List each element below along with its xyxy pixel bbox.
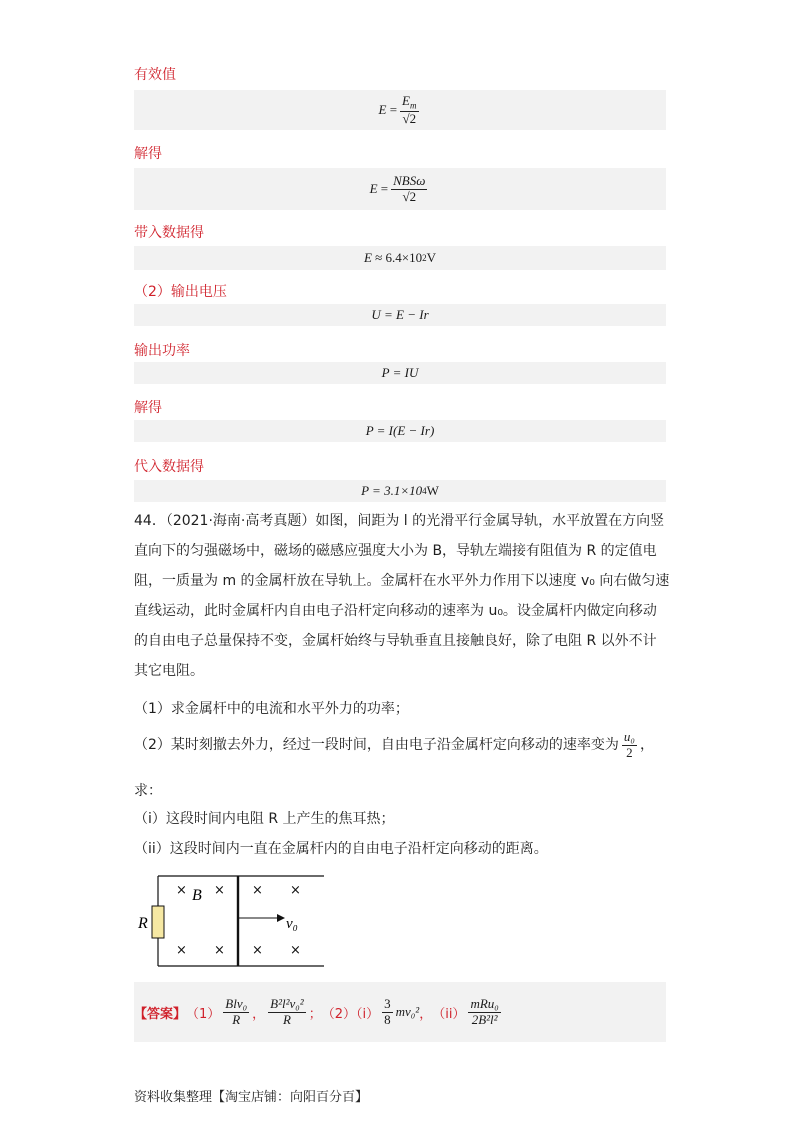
answer-current-fraction: $\frac{\text{Blv₀}}{R}$ bbox=[225, 996, 248, 1027]
sub-question-i: （i）这段时间内电阻 R 上产生的焦耳热； bbox=[134, 811, 395, 827]
fraction-em-sqrt2: $\frac{E_m}{√2}$ bbox=[402, 92, 417, 127]
equation-box-4: U = E − Ir bbox=[134, 304, 666, 326]
field-cross: × bbox=[290, 883, 301, 898]
answer-distance-fraction: $\frac{\text{mRu₀}}{\text{2B²l²}}$ bbox=[470, 996, 499, 1027]
label-r: R bbox=[138, 915, 148, 932]
fraction-u0-over-2: $\frac{\text{u₀}}{2}$ bbox=[623, 729, 635, 760]
sub-question-1: （1）求金属杆中的电流和水平外力的功率； bbox=[134, 701, 409, 717]
field-cross: × bbox=[252, 943, 263, 958]
label-solve-2: 解得 bbox=[134, 400, 162, 416]
fraction-nbsw-sqrt2: $\frac{\text{NBSω}}{√2}$ bbox=[393, 173, 426, 204]
field-cross: × bbox=[252, 883, 263, 898]
label-effective-value: 有效值 bbox=[134, 67, 176, 83]
sub-question-2: （2）某时刻撤去外力，经过一段时间，自由电子沿金属杆定向移动的速率变为 $\frac{\text{u₀}}{2}$ ， bbox=[134, 729, 654, 760]
sub-question-ii: （ii）这段时间内一直在金属杆内的自由电子沿杆定向移动的距离。 bbox=[134, 841, 548, 857]
label-output-power: 输出功率 bbox=[134, 343, 190, 359]
answer-box bbox=[134, 982, 666, 1042]
equation-box-5: P = IU bbox=[134, 362, 666, 384]
label-substitute-2: 代入数据得 bbox=[134, 459, 204, 475]
rail-circuit-figure bbox=[134, 870, 334, 970]
sub-question-2-ask: 求： bbox=[134, 783, 162, 799]
resistor bbox=[152, 906, 164, 938]
field-cross: × bbox=[176, 883, 187, 898]
arrow-head bbox=[277, 914, 285, 922]
answer-power-fraction: $\frac{\text{B²l²v₀²}}{R}$ bbox=[270, 996, 304, 1027]
field-cross: × bbox=[214, 943, 225, 958]
question-paragraph: 44．（2021·海南·高考真题）如图，间距为 l 的光滑平行金属导轨，水平放置在方向竖 直向下的匀强磁场中，磁场的磁感应强度大小为 B，导轨左端接有阻值为 R 的定值电 阻，一质量为 m 的金属杆放在导轨上。金属杆在水平外力作用下以速度 v₀ 向右做匀速 直线运动，此时金属杆内自由电子沿杆定向移动的速率为 u₀。设金属杆内做定向移动 的自由电子总量保持不变，金属杆始终与导轨垂直且接触良好，除了电阻 R 以外不计 其它电阻。 bbox=[134, 513, 670, 679]
equation-box-7: P = 3.1×10 4 W bbox=[134, 480, 666, 502]
answer-heat-fraction: $\frac{3}{8}$ bbox=[384, 996, 391, 1027]
label-substitute-1: 带入数据得 bbox=[134, 225, 204, 241]
label-b: B bbox=[192, 887, 202, 904]
equation-box-2: E = $\frac{\text{NBSω}}{√2}$ bbox=[134, 168, 666, 210]
equation-box-1: E = $\frac{E_m}{√2}$ bbox=[134, 90, 666, 130]
field-cross: × bbox=[214, 883, 225, 898]
page-footer: 资料收集整理【淘宝店铺：向阳百分百】 bbox=[134, 1090, 369, 1105]
label-solve-1: 解得 bbox=[134, 146, 162, 162]
equation-box-3: E ≈ 6.4×10 2 V bbox=[134, 246, 666, 270]
label-output-voltage: （2）输出电压 bbox=[134, 284, 227, 300]
field-cross: × bbox=[290, 943, 301, 958]
answer-line: 【答案】 （1） $\frac{\text{Blv₀}}{R}$ ， $\frac{\text{B²l²v₀²}}{R}$ ； （2）（i） $\frac{3}{8}$ mv₀² ， （ii） $\frac{\text{mRu₀}}{\text{2B²l²}}$ bbox=[134, 996, 499, 1027]
equation-box-6: P = I(E − Ir) bbox=[134, 420, 666, 442]
field-cross: × bbox=[176, 943, 187, 958]
label-v0: v₀ bbox=[286, 916, 298, 932]
